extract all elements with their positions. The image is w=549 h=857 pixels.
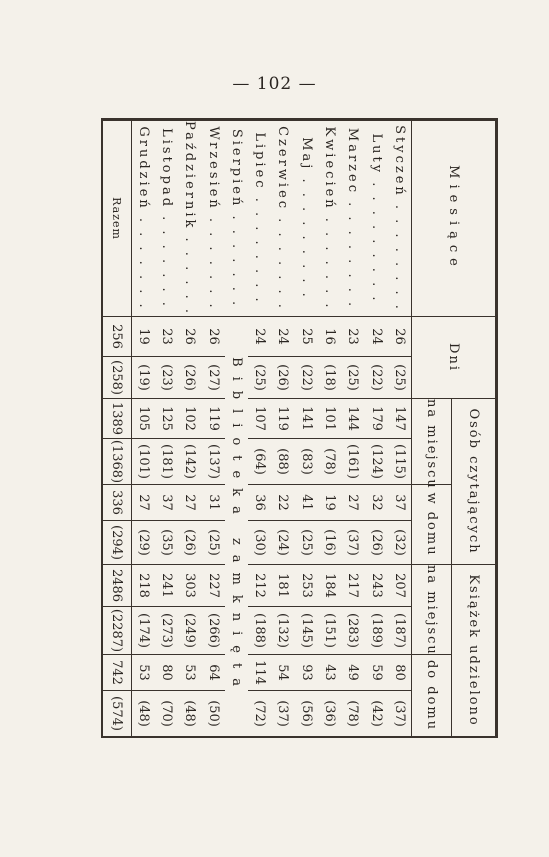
table-row <box>178 121 201 737</box>
value-cell: 41 <box>295 485 318 521</box>
value-cell: 93 <box>295 655 318 691</box>
value-cell: (132) <box>271 607 294 655</box>
value-cell: (50) <box>201 691 224 737</box>
header-readers-on-site: na miejscu <box>412 399 452 485</box>
month-cell: Marzec . . . . . . . . <box>341 121 364 317</box>
value-cell: 25 <box>295 317 318 357</box>
value-cell: 36 <box>248 485 271 521</box>
value-cell: (101) <box>131 439 155 485</box>
table-row <box>271 121 294 737</box>
value-cell: (26) <box>364 521 387 565</box>
value-cell: 37 <box>388 485 412 521</box>
value-cell: 217 <box>341 565 364 607</box>
value-cell: 24 <box>364 317 387 357</box>
value-cell: (56) <box>295 691 318 737</box>
value-cell: 23 <box>155 317 178 357</box>
value-cell: 59 <box>364 655 387 691</box>
value-cell: (115) <box>388 439 412 485</box>
total-value-cell: (574) <box>103 691 131 737</box>
value-cell: (161) <box>341 439 364 485</box>
header-days: Dni <box>412 317 496 399</box>
total-value-cell: (1368) <box>103 439 131 485</box>
value-cell: (18) <box>318 357 341 399</box>
value-cell: 27 <box>178 485 201 521</box>
value-cell: (30) <box>248 521 271 565</box>
value-cell: 54 <box>271 655 294 691</box>
header-books: Książek udzielono <box>452 565 496 737</box>
value-cell: (22) <box>364 357 387 399</box>
month-cell: Kwiecień . . . . . . . <box>318 121 341 317</box>
value-cell: (37) <box>271 691 294 737</box>
total-value-cell: 256 <box>103 317 131 357</box>
value-cell: 107 <box>248 399 271 439</box>
value-cell: 125 <box>155 399 178 439</box>
value-cell: 53 <box>131 655 155 691</box>
value-cell: 102 <box>178 399 201 439</box>
table-row <box>388 121 412 737</box>
value-cell: (26) <box>178 521 201 565</box>
value-cell: 27 <box>341 485 364 521</box>
value-cell: (27) <box>201 357 224 399</box>
value-cell: (142) <box>178 439 201 485</box>
value-cell: (283) <box>341 607 364 655</box>
value-cell: 16 <box>318 317 341 357</box>
value-cell: 26 <box>201 317 224 357</box>
value-cell: (145) <box>295 607 318 655</box>
month-cell: Lipiec . . . . . . . . <box>248 121 271 317</box>
month-cell: Październik . . . . . . <box>178 121 201 317</box>
value-cell: 207 <box>388 565 412 607</box>
table-row <box>155 121 178 737</box>
total-value-cell: 742 <box>103 655 131 691</box>
value-cell: 19 <box>131 317 155 357</box>
month-cell: Listopad . . . . . . . <box>155 121 178 317</box>
month-cell: Wrzesień . . . . . . . <box>201 121 224 317</box>
value-cell: (88) <box>271 439 294 485</box>
library-statistics-table <box>103 120 496 737</box>
value-cell: (25) <box>295 521 318 565</box>
table-row <box>318 121 341 737</box>
header-books-home: do domu <box>412 655 452 737</box>
value-cell: 227 <box>201 565 224 607</box>
value-cell: 181 <box>271 565 294 607</box>
value-cell: (70) <box>155 691 178 737</box>
closed-notice: Biblioteka zamknięta <box>225 317 248 737</box>
header-readers-home: w domu <box>412 485 452 565</box>
month-cell: Maj . . . . . . . . . <box>295 121 318 317</box>
value-cell: (25) <box>201 521 224 565</box>
value-cell: (25) <box>341 357 364 399</box>
value-cell: 53 <box>178 655 201 691</box>
value-cell: (22) <box>295 357 318 399</box>
value-cell: 23 <box>341 317 364 357</box>
value-cell: 114 <box>248 655 271 691</box>
value-cell: 24 <box>271 317 294 357</box>
value-cell: 119 <box>271 399 294 439</box>
value-cell: 27 <box>131 485 155 521</box>
value-cell: 218 <box>131 565 155 607</box>
value-cell: (181) <box>155 439 178 485</box>
value-cell: 253 <box>295 565 318 607</box>
value-cell: (48) <box>131 691 155 737</box>
month-cell: Styczeń . . . . . . . . <box>388 121 412 317</box>
value-cell: (24) <box>271 521 294 565</box>
value-cell: 184 <box>318 565 341 607</box>
value-cell: (266) <box>201 607 224 655</box>
value-cell: (23) <box>155 357 178 399</box>
value-cell: 49 <box>341 655 364 691</box>
value-cell: 22 <box>271 485 294 521</box>
value-cell: 32 <box>364 485 387 521</box>
table-row <box>248 121 271 737</box>
value-cell: 119 <box>201 399 224 439</box>
value-cell: (124) <box>364 439 387 485</box>
value-cell: 80 <box>388 655 412 691</box>
statistics-table-frame <box>101 118 498 738</box>
value-cell: 141 <box>295 399 318 439</box>
value-cell: (26) <box>178 357 201 399</box>
value-cell: (174) <box>131 607 155 655</box>
value-cell: (189) <box>364 607 387 655</box>
value-cell: 19 <box>318 485 341 521</box>
month-cell: Grudzień . . . . . . . <box>131 121 155 317</box>
value-cell: (26) <box>271 357 294 399</box>
value-cell: 303 <box>178 565 201 607</box>
table-row <box>225 121 248 737</box>
table-row <box>295 121 318 737</box>
total-value-cell: (2287) <box>103 607 131 655</box>
value-cell: (25) <box>388 357 412 399</box>
value-cell: (72) <box>248 691 271 737</box>
value-cell: (25) <box>248 357 271 399</box>
total-value-cell: 336 <box>103 485 131 521</box>
value-cell: (137) <box>201 439 224 485</box>
value-cell: 80 <box>155 655 178 691</box>
value-cell: 144 <box>341 399 364 439</box>
value-cell: (249) <box>178 607 201 655</box>
table-body <box>103 121 412 737</box>
rotated-table-wrapper <box>103 120 496 736</box>
header-months: Miesiące <box>412 121 496 317</box>
table-row <box>201 121 224 737</box>
value-cell: 179 <box>364 399 387 439</box>
value-cell: (19) <box>131 357 155 399</box>
table-row <box>364 121 387 737</box>
value-cell: 26 <box>178 317 201 357</box>
value-cell: (273) <box>155 607 178 655</box>
value-cell: (78) <box>341 691 364 737</box>
total-value-cell: (258) <box>103 357 131 399</box>
header-readers: Osób czytających <box>452 399 496 565</box>
value-cell: 101 <box>318 399 341 439</box>
total-value-cell: (294) <box>103 521 131 565</box>
value-cell: (29) <box>131 521 155 565</box>
total-label: Razem <box>103 121 131 317</box>
header-books-on-site: na miejscu <box>412 565 452 655</box>
table-row <box>131 121 155 737</box>
value-cell: 241 <box>155 565 178 607</box>
value-cell: (188) <box>248 607 271 655</box>
value-cell: (35) <box>155 521 178 565</box>
value-cell: (42) <box>364 691 387 737</box>
value-cell: (32) <box>388 521 412 565</box>
value-cell: (16) <box>318 521 341 565</box>
value-cell: (151) <box>318 607 341 655</box>
total-value-cell: 1389 <box>103 399 131 439</box>
value-cell: (37) <box>341 521 364 565</box>
total-value-cell: 2486 <box>103 565 131 607</box>
value-cell: 31 <box>201 485 224 521</box>
value-cell: 24 <box>248 317 271 357</box>
value-cell: 243 <box>364 565 387 607</box>
value-cell: 26 <box>388 317 412 357</box>
month-cell: Sierpień . . . . . . . <box>225 121 248 317</box>
value-cell: (36) <box>318 691 341 737</box>
value-cell: 212 <box>248 565 271 607</box>
value-cell: 64 <box>201 655 224 691</box>
value-cell: (78) <box>318 439 341 485</box>
value-cell: 105 <box>131 399 155 439</box>
month-cell: Luty . . . . . . . . . <box>364 121 387 317</box>
value-cell: 37 <box>155 485 178 521</box>
table-row <box>341 121 364 737</box>
value-cell: 43 <box>318 655 341 691</box>
value-cell: (187) <box>388 607 412 655</box>
page-number: — 102 — <box>232 74 317 94</box>
value-cell: 147 <box>388 399 412 439</box>
value-cell: (83) <box>295 439 318 485</box>
total-row <box>103 121 131 737</box>
month-cell: Czerwiec . . . . . . . <box>271 121 294 317</box>
value-cell: (48) <box>178 691 201 737</box>
value-cell: (64) <box>248 439 271 485</box>
value-cell: (37) <box>388 691 412 737</box>
